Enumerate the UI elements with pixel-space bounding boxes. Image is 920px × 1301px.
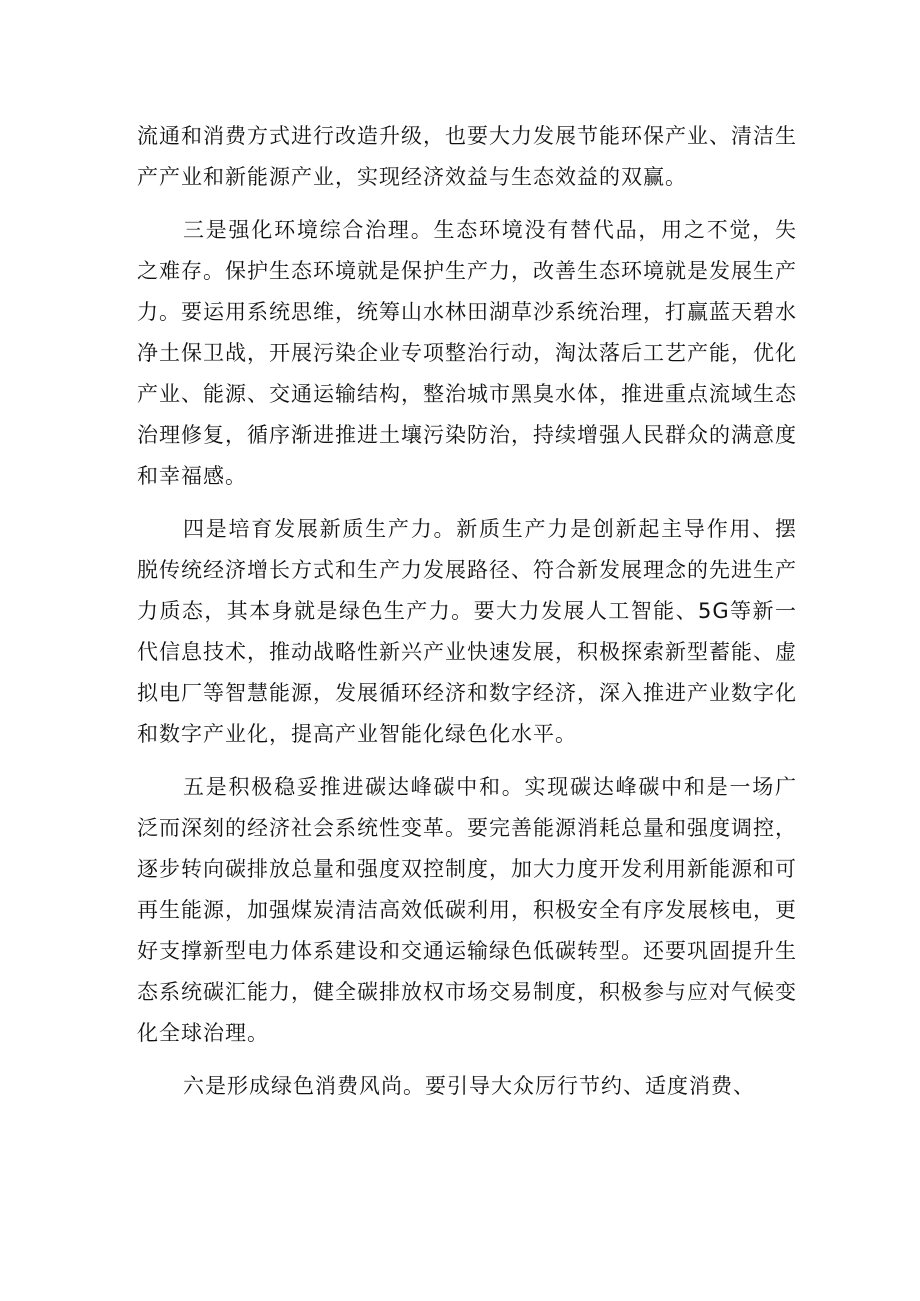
paragraph-green-consumption: 六是形成绿色消费风尚。要引导大众厉行节约、适度消费、 <box>183 1074 755 1098</box>
paragraph-new-productivity: 四是培育发展新质生产力。新质生产力是创新起主导作用、摆脱传统经济增长方式和生产力发展路径、符合新发展理念的先进生产力质态，其本身就是绿色生产力。要大力发展人工智能、5G等新一代信息技术，推动战略性新兴产业快速发展，积极探索新型蓄能、虚拟电厂等智慧能源，发展循环经济和数字经济，深入推进产业数字化和数字产业化，提高产业智能化绿色化水平。 <box>137 517 797 746</box>
document-body <box>137 116 797 1107</box>
paragraph-environment-governance: 三是强化环境综合治理。生态环境没有替代品，用之不觉，失之难存。保护生态环境就是保护生产力，改善生态环境就是发展生产力。要运用系统思维，统筹山水林田湖草沙系统治理，打赢蓝天碧水净土保卫战，开展污染企业专项整治行动，淘汰落后工艺产能，优化产业、能源、交通运输结构，整治城市黑臭水体，推进重点流域生态治理修复，循序渐进推进土壤污染防治，持续增强人民群众的满意度和幸福感。 <box>137 218 797 488</box>
paragraph-carbon-neutrality: 五是积极稳妥推进碳达峰碳中和。实现碳达峰碳中和是一场广泛而深刻的经济社会系统性变革。要完善能源消耗总量和强度调控，逐步转向碳排放总量和强度双控制度，加大力度开发利用新能源和可再生能源，加强煤炭清洁高效低碳利用，积极安全有序发展核电，更好支撑新型电力体系建设和交通运输绿色低碳转型。还要巩固提升生态系统碳汇能力，健全碳排放权市场交易制度，积极参与应对气候变化全球治理。 <box>137 775 797 1045</box>
paragraph-continuation: 流通和消费方式进行改造升级，也要大力发展节能环保产业、清洁生产产业和新能源产业，实现经济效益与生态效益的双赢。 <box>137 124 797 189</box>
